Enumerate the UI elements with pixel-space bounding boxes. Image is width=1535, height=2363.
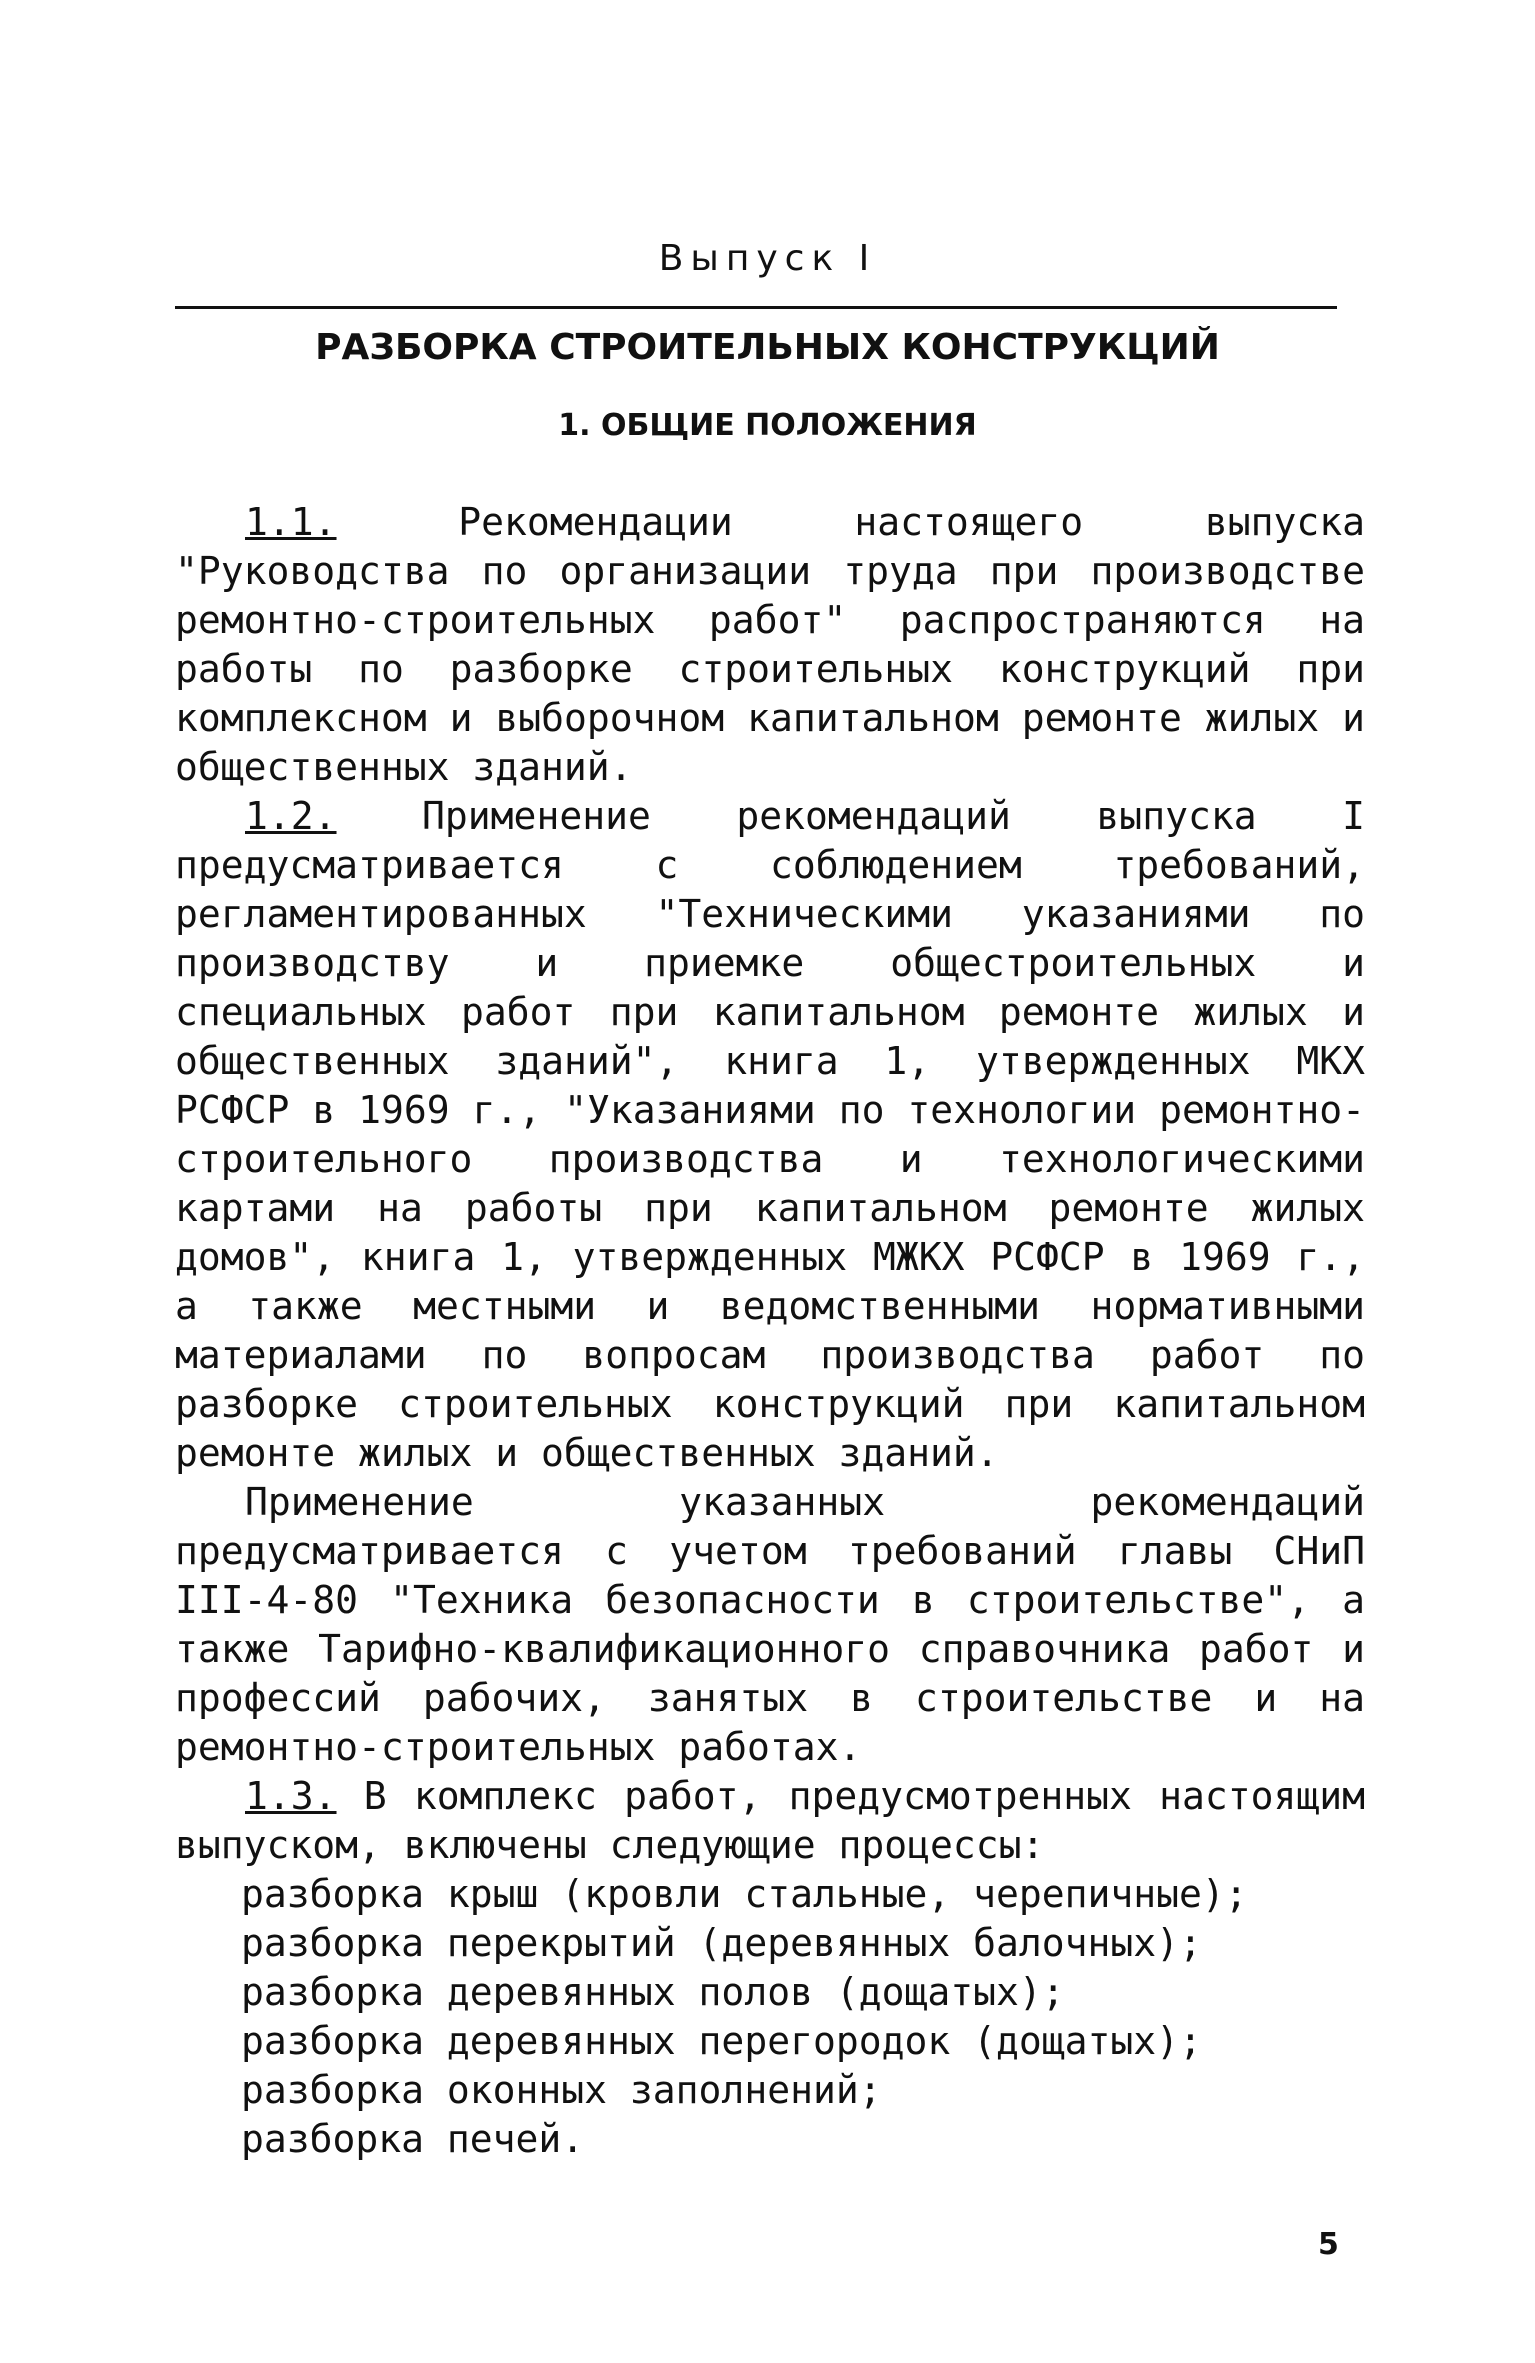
paragraph-1-2 xyxy=(175,792,1365,1478)
paragraph-1-3 xyxy=(175,1772,1365,1870)
list-item: разборка печей. xyxy=(241,2117,585,2161)
list-item: разборка перекрытий (деревянных балочных); xyxy=(241,1921,1202,1965)
paragraph-1-1 xyxy=(175,498,1365,792)
list-item: разборка деревянных полов (дощатых); xyxy=(241,1970,1065,2014)
paragraph-text: Применение рекомендаций выпуска I предусматривается с соблюдением требований, регламентированных "Техническими указаниями по производству и приемке общестроительных и специальных работ при капитальном ремонте жилых и общественных зданий", книга 1, утвержденных МКХ РСФСР в 1969 г., "Указаниями по технологии ремонтно-строительного производства и технологическими картами на работы при капитальном ремонте жилых домов", книга 1, утвержденных МЖКХ РСФСР в 1969 г., а также местными и ведомственными нормативными материалами по вопросам производства работ по разборке строительных конструкций при капитальном ремонте жилых и общественных зданий. xyxy=(175,794,1365,1475)
section-title: РАЗБОРКА СТРОИТЕЛЬНЫХ КОНСТРУКЦИЙ xyxy=(315,327,1220,368)
list-item: разборка крыш (кровли стальные, черепичные); xyxy=(241,1872,1248,1916)
paragraph-text: Применение указанных рекомендаций предусматривается с учетом требований главы СНиП III-4-80 "Техника безопасности в строительстве", а также Тарифно-квалификационного справочника работ и профессий рабочих, занятых в строительстве и на ремонтно-строительных работах. xyxy=(175,1480,1365,1769)
document-body xyxy=(175,498,1365,2164)
paragraph-text: В комплекс работ, предусмотренных настоящим выпуском, включены следующие процессы: xyxy=(175,1774,1365,1867)
list-item: разборка деревянных перегородок (дощатых); xyxy=(241,2019,1202,2063)
subsection-title: 1. ОБЩИЕ ПОЛОЖЕНИЯ xyxy=(558,408,977,443)
paragraph-number: 1.1. xyxy=(245,500,337,544)
heading-rule xyxy=(175,306,1337,309)
paragraph-number: 1.2. xyxy=(245,794,337,838)
list-item: разборка оконных заполнений; xyxy=(241,2068,882,2112)
paragraph-text: Рекомендации настоящего выпуска "Руководства по организации труда при производстве ремонтно-строительных работ" распространяются на работы по разборке строительных конструкций при комплексном и выборочном капитальном ремонте жилых и общественных зданий. xyxy=(175,500,1365,789)
process-list xyxy=(175,1870,1365,2164)
paragraph-snip xyxy=(175,1478,1365,1772)
issue-heading: Выпуск I xyxy=(658,238,877,279)
paragraph-number: 1.3. xyxy=(245,1774,337,1818)
page-number: 5 xyxy=(1318,2227,1339,2262)
